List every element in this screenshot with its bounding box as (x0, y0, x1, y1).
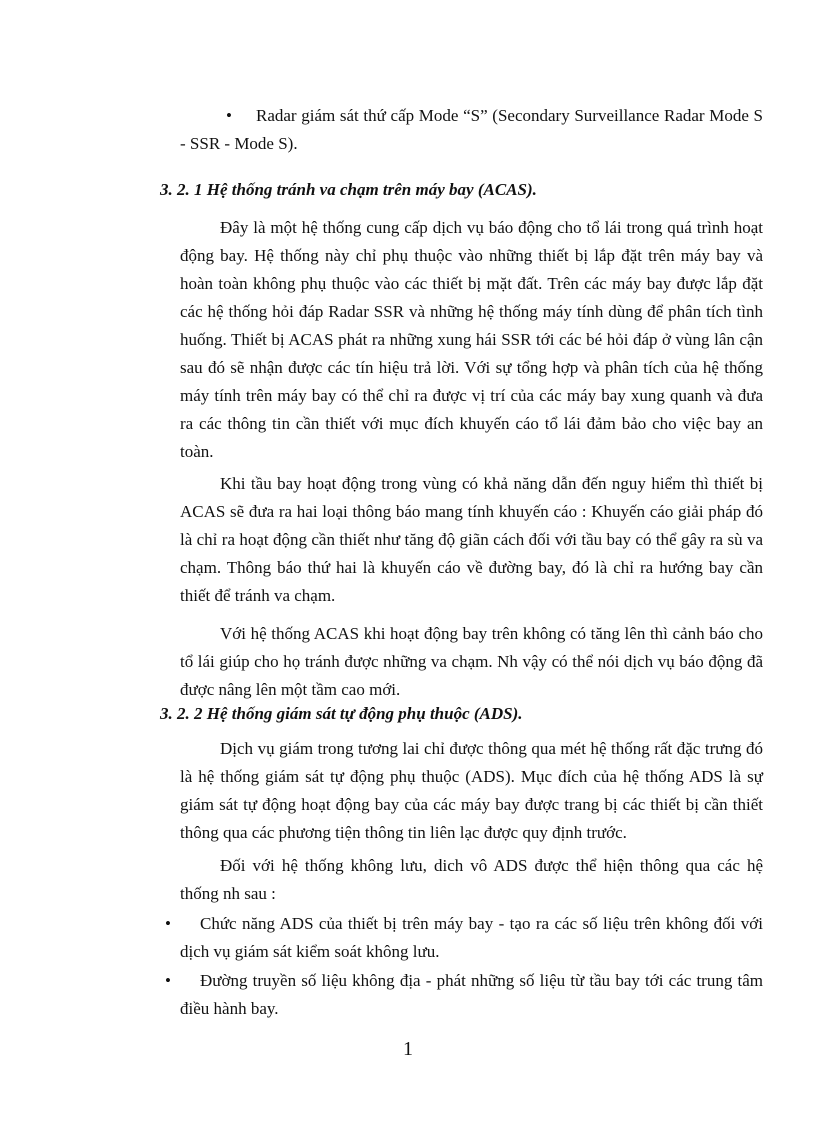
heading-acas: 3. 2. 1 Hệ thống tránh va chạm trên máy bay (ACAS). (160, 180, 537, 199)
bullet-ads-2-text: Đường truyền số liệu không địa - phát những số liệu từ tầu bay tới các trung tâm điều hành bay. (180, 971, 763, 1018)
paragraph-acas-3: Với hệ thống ACAS khi hoạt động bay trên không có tăng lên thì cảnh báo cho tổ lái giúp cho họ tránh được những va chạm. Nh vậy có thể nói dịch vụ báo động đã được nâng lên một tầm cao mới. (180, 624, 763, 699)
paragraph-acas-2: Khi tầu bay hoạt động trong vùng có khả năng dẫn đến nguy hiểm thì thiết bị ACAS sẽ đưa ra hai loại thông báo mang tính khuyến cáo : Khuyến cáo giải pháp đó là chỉ ra hoạt động cần thiết như tăng độ giãn cách đối với tầu bay có thể gây ra sù va chạm. Thông báo thứ hai là khuyến cáo về đường bay, đó là chỉ ra hướng bay cần thiết để tránh va chạm. (180, 474, 763, 605)
bullet-radar-text: Radar giám sát thứ cấp Mode “S” (Secondary Surveillance Radar Mode S - SSR - Mode S). (180, 106, 763, 153)
heading-ads: 3. 2. 2 Hệ thống giám sát tự động phụ thuộc (ADS). (160, 704, 523, 723)
paragraph-ads-1: Dịch vụ giám trong tương lai chỉ được thông qua mét hệ thống rất đặc trưng đó là hệ thống giám sát tự động phụ thuộc (ADS). Mục đích của hệ thống ADS là sự giám sát tự động hoạt động bay của các máy bay được trang bị các thiết bị cần thiết thông qua các phương tiện thông tin liên lạc được quy định trước. (180, 739, 763, 842)
bullet-marker: • (165, 914, 171, 933)
page-number: 1 (403, 1038, 413, 1060)
paragraph-ads-2: Đối với hệ thống không lưu, dich vô ADS được thể hiện thông qua các hệ thống nh sau : (180, 856, 763, 903)
bullet-ads-1-text: Chức năng ADS của thiết bị trên máy bay - tạo ra các số liệu trên không đối với dịch vụ giám sát kiểm soát không lưu. (180, 914, 763, 961)
paragraph-acas-1: Đây là một hệ thống cung cấp dịch vụ báo động cho tổ lái trong quá trình hoạt động bay. Hệ thống này chỉ phụ thuộc vào những thiết bị lắp đặt trên máy bay và hoàn toàn không phụ thuộc vào các thiết bị mặt đất. Trên các máy bay được lắp đặt các hệ thống hỏi đáp Radar SSR và những hệ thống máy tính dùng để phân tích tình huống. Thiết bị ACAS phát ra những xung hái SSR tới các bé hỏi đáp ở vùng lân cận sau đó sẽ nhận được các tín hiệu trả lời. Với sự tổng hợp và phân tích của hệ thống máy tính trên máy bay có thể chỉ ra được vị trí của các máy bay xung quanh và đưa ra các thông tin cần thiết với mục đích khuyến cáo tổ lái đảm bảo cho việc bay an toàn. (180, 218, 763, 461)
bullet-marker: • (165, 971, 171, 990)
bullet-marker: • (226, 106, 232, 125)
